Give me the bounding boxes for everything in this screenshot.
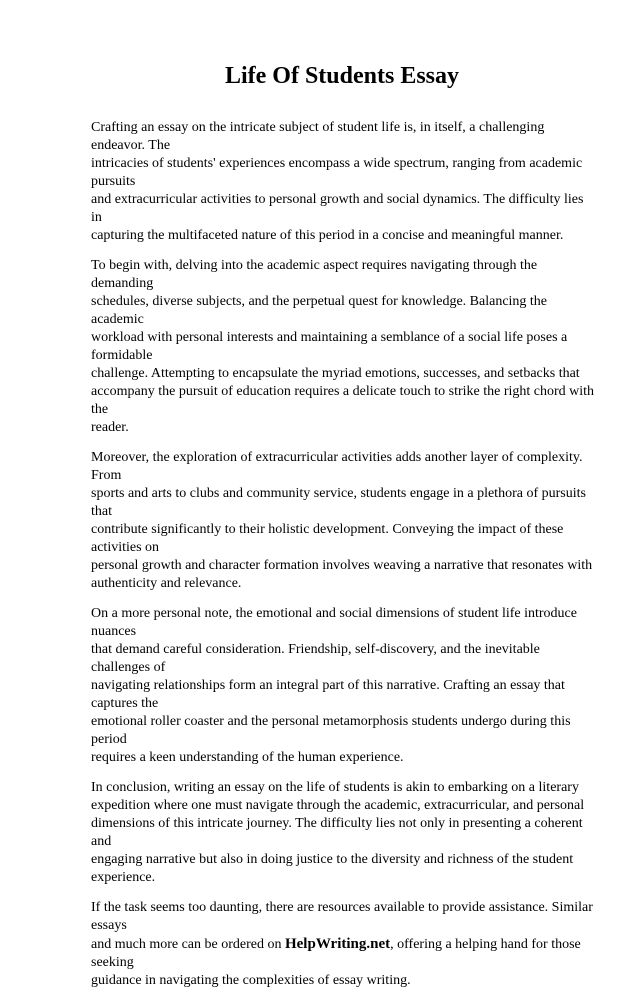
document-body <box>91 119 596 1002</box>
paragraph-6-after-link: , offering a helping hand for those seeking guidance in navigating the complexities of essay writing. <box>91 937 581 988</box>
paragraph-3: Moreover, the exploration of extracurricular activities adds another layer of complexity. From sports and arts to clubs and community service, students engage in a plethora of pursuits that contribute significantly to their holistic development. Conveying the impact of these activities on personal growth and character formation involves weaving a narrative that resonates with authenticity and relevance. <box>91 450 593 591</box>
helpwriting-link[interactable]: HelpWriting.net <box>284 936 391 952</box>
document-title: Life Of Students Essay <box>224 63 460 89</box>
paragraph-1: Crafting an essay on the intricate subject of student life is, in itself, a challenging endeavor. The intricacies of students' experiences encompass a wide spectrum, ranging from academic pursuits and extracurricular activities to personal growth and social dynamics. The difficulty lies in capturing the multifaceted nature of this period in a concise and meaningful manner. <box>91 120 584 243</box>
paragraph-4: On a more personal note, the emotional and social dimensions of student life introduce nuances that demand careful consideration. Friendship, self-discovery, and the inevitable challenges of navigating relationships form an integral part of this narrative. Crafting an essay that captures the emotional roller coaster and the personal metamorphosis students undergo during this period requires a keen understanding of the human experience. <box>91 606 577 765</box>
paragraph-2: To begin with, delving into the academic aspect requires navigating through the demanding schedules, diverse subjects, and the perpetual quest for knowledge. Balancing the academic workload with personal interests and maintaining a semblance of a social life poses a formidable challenge. Attempting to encapsulate the myriad emotions, successes, and setbacks that accompany the pursuit of education requires a delicate touch to strike the right chord with the reader. <box>91 258 595 435</box>
paragraph-5: In conclusion, writing an essay on the life of students is akin to embarking on a literary expedition where one must navigate through the academic, extracurricular, and personal dimensions of this intricate journey. The difficulty lies not only in presenting a coherent and engaging narrative but also in doing justice to the diversity and richness of the student experience. <box>91 780 585 885</box>
paragraph-6-before-link: If the task seems too daunting, there are resources available to provide assistance. Similar essays and much more can be ordered on <box>91 900 593 952</box>
paragraph-6 <box>91 899 596 990</box>
